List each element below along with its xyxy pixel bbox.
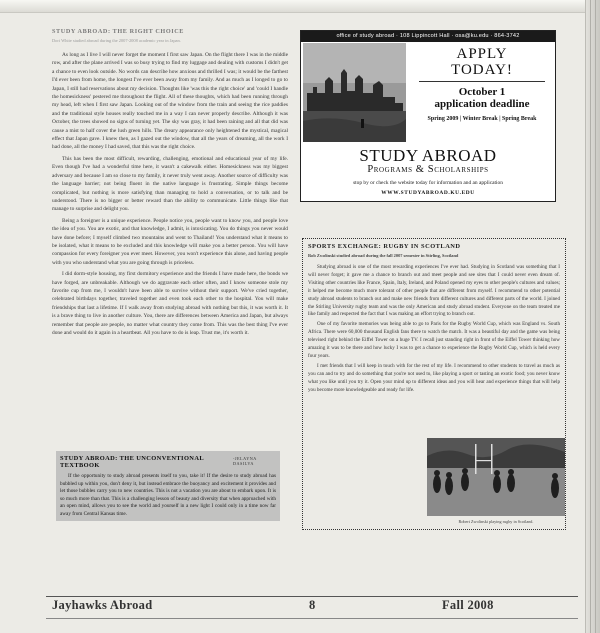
castle-photo (303, 43, 406, 142)
article-title: STUDY ABROAD: THE RIGHT CHOICE (52, 28, 185, 35)
ad-cta: stop by or check the website today for information and an application (353, 180, 503, 186)
textbook-header (60, 455, 276, 469)
article-paragraph: This has been the most difficult, rewarding, challenging, emotional and educational year of my life. Even though I've had a wonderful time here, it wasn't a cakewalk either. Homesickness was my biggest adversary and because I am so close to my family, it never truly went away. Another source of difficulty was the language barrier; not being fluent in the native language is frustrating. Simple things become complicated, but nothing is more satisfying than managing to hold a conversation, or to talk and be understood. There is no bigger or better reward than the ability to communicate. Little things like that manage to surprise and delight you. (52, 155, 288, 213)
rugby-title: SPORTS EXCHANGE: RUGBY IN SCOTLAND (308, 243, 461, 250)
page-number: 8 (309, 598, 316, 612)
textbook-title: STUDY ABROAD: THE UNCONVENTIONAL TEXTBOOK (60, 455, 204, 469)
apply-line-1: APPLY (456, 46, 508, 62)
ad-subheadline: Programs & Scholarships (367, 164, 489, 175)
rugby-paragraph: Studying abroad is one of the most rewarding experiences I've ever had. Studying in Scotland was something that I will never forget; it gave me a chance to branch out and meet people and see sites that I could never even dream of. Visiting other countries like France, Spain, Italy, Ireland, and Poland opened my eyes to other people's cultures and values; it helped me become much more tolerant of other people that are different from myself. I recommend to other potential study abroad students to branch out and make new friends from different cultures and different parts of the world. I joined the Stirling University rugby team and was the only American and study abroad student. Everyone on the team treated me like family and respected the fact that I was making an effort trying to branch out. (308, 264, 560, 318)
article-paragraph: As long as I live I will never forget the moment I first saw Japan. On the flight there I was in the middle row, and after the plane arrived I was so busy trying to find my luggage and dealing with customs I didn't get a chance to even look outside. No words can describe how anxious and thrilled I was; it would be the farthest I'd ever been from home, the longest I've ever been away from my family. And as much as I longed to go to Japan, I still had reservations about my decision. Thoughts like 'was this the right choice' and 'could I handle the homesickness' pestered me throughout the flight. All of these thoughts, which had been running through my head, left when I first saw Japan. Looking out of the window from the train and seeing the rice paddies and the traditional style houses really touched me in a way I can never properly describe. Although it was October, the trees showed no signs of turning yet. The sky was gray, it had been raining and all that did was cause a mist to half cover the lush green hills. The dreary appearance only heightened the mystical, magical effect that Japan gave. I knew then, as I gazed out the window, that all the years of dreaming, all the work I had done, all the money I had saved, that this was the right choice. (52, 52, 288, 151)
ad-divider (419, 81, 545, 82)
study-abroad-ad (300, 30, 556, 202)
publication-name: Jayhawks Abroad (52, 598, 153, 612)
textbook-author: -JELAYNA DASILVA (232, 456, 257, 466)
ad-headline: STUDY ABROAD (359, 146, 497, 165)
deadline-label: application deadline (434, 98, 530, 110)
rugby-paragraph: I met friends that I will keep in touch with for the rest of my life. I recommend to other students to travel as much as you can and to try and do something that you're not used to, like playing a sport or tasting an exotic food; you never know what you like until you try it. Open your mind up to different ideas and you will hear and experience things that will help you become more knowledgeable and ready for life. (308, 362, 560, 393)
rugby-photo (427, 438, 565, 516)
deadline-date: October 1 (458, 86, 506, 98)
article-body (52, 51, 288, 337)
apply-line-2: TODAY! (451, 62, 513, 78)
article-paragraph: I did dorm-style housing, my first dormitory experience and the friends I have made here, the bonds we have forged, are unbreakable. Although we do aggravate each other often, and I know someone stole my favorite cup from me, I wouldn't have been able to survive without their support. We've cried together, celebrated birthdays together, traveled together and even took each other to the hospital. You will make friendships that last a lifetime. If I walk away from studying abroad with nothing but this, it was worth it. It is a brave thing to live in another culture. You, there are differences between America and Japan, but always remember that people are people, no matter what country they come from. This was the best thing I've ever done and would do it again in a heartbeat. All you have to do is leap. Trust me, it's worth it. (52, 271, 288, 336)
rugby-caption: Robert Zwolinski playing rugby in Scotland. (458, 519, 534, 524)
page-footer (52, 598, 522, 616)
rugby-paragraph: One of my favorite memories was being able to go to Paris for the Rugby World Cup, which was England vs. South Africa. There were 60,000 thousand English fans there to watch the match. It was a beautiful day and the game was being televised right behind the Eiffel Tower on a huge TV. I recall just standing right in front of the Eiffel Tower thinking how amazing it was to be there and how lucky I was to get a chance to experience the Rugby World Cup, which is held every four years. (308, 321, 560, 359)
ad-contact-bar: office of study abroad · 108 Lippincott Hall · osa@ku.edu · 864-3742 (301, 31, 555, 42)
ad-terms: Spring 2009 | Winter Break | Spring Break (427, 116, 537, 122)
footer-rule-bottom (46, 618, 578, 619)
footer-rule-top (46, 596, 578, 597)
article-subtitle: Dori White studied abroad during the 2007-2008 academic year in Japan. (52, 38, 181, 43)
textbook-text: If the opportunity to study abroad presents itself to you, take it! If the desire to study abroad has bubbled up within you, don't deny it, but instead embrace the buoyancy and excitement it provides and let those bubbles carry you to new countries. This is not a vacation you are about to embark upon. It is so much more than that. This is a challenging lesson of beauty and diversity that when approached with an open mind, allows you to see the world and yourself in a new light I could only in a time now far away from Central Kansas time. (60, 473, 276, 517)
castle-illustration (303, 43, 406, 142)
ad-url[interactable]: WWW.STUDYABROAD.KU.EDU (381, 190, 475, 196)
page-edge-right (585, 0, 600, 633)
rugby-subtitle: Rob Zwolinski studied abroad during the fall 2007 semester in Stirling, Scotland (308, 253, 459, 258)
left-article (52, 28, 288, 340)
rugby-illustration (427, 438, 565, 516)
rugby-body (308, 264, 560, 395)
issue-label: Fall 2008 (442, 598, 494, 612)
ad-apply-block (409, 46, 555, 122)
page-edge-top (0, 0, 600, 13)
article-paragraph: Being a foreigner is a unique experience. People notice you, people want to know you, and people love the idea of you. You are exotic, and that knowledge, I admit, is intoxicating. You do things you never would have done before; I myself climbed two mountains and went to Thailand! You understand what it means to be isolated, what it means to be excluded and this knowledge will make you a better person. You will have compassion for every foreigner you ever meet. However, you won't experience this alone, and having people with you who understand what you are going through is priceless. (52, 217, 288, 266)
textbook-box (56, 451, 280, 521)
